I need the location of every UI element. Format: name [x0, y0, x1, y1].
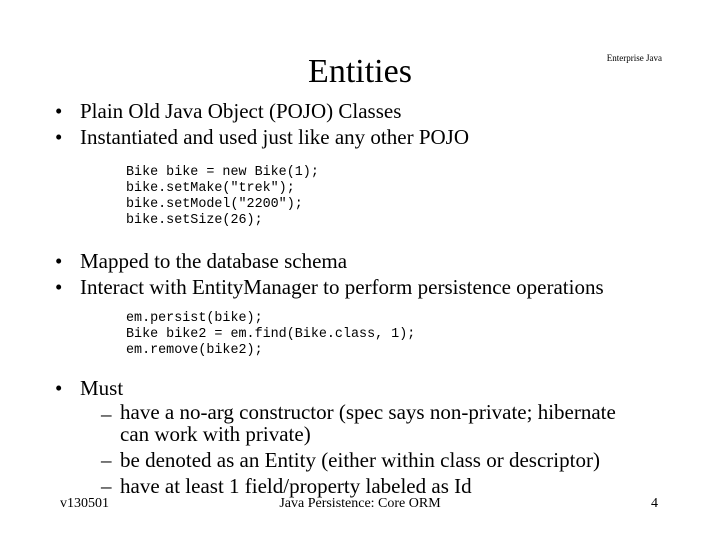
sub-text: have at least 1 field/property labeled as Id [120, 474, 472, 498]
sub-text: have a no-arg constructor (spec says non-private; hibernate can work with private) [120, 400, 616, 446]
bullet-dot: • [55, 275, 63, 299]
bullet-text: Mapped to the database schema [80, 249, 348, 273]
bullet-item [55, 248, 604, 274]
bullet-item [55, 375, 640, 499]
corner-label: Enterprise Java [606, 53, 662, 63]
footer-center: Java Persistence: Core ORM [279, 496, 441, 511]
code-line: bike.setSize(26); [126, 213, 263, 228]
dash-marker: – [101, 448, 112, 472]
bullet-list-c [55, 375, 640, 499]
sub-item [90, 447, 640, 473]
bullet-text: Instantiated and used just like any other POJO [80, 125, 470, 149]
code-line: Bike bike = new Bike(1); [126, 165, 319, 180]
bullet-text: Plain Old Java Object (POJO) Classes [80, 99, 402, 123]
slide-title: Entities [308, 53, 412, 90]
bullet-dot: • [55, 249, 63, 273]
code-line: em.remove(bike2); [126, 343, 263, 358]
bullet-dot: • [55, 99, 63, 123]
bullet-dot: • [55, 125, 63, 149]
footer-page-number: 4 [651, 496, 658, 511]
dash-marker: – [101, 474, 112, 498]
bullet-item [55, 98, 469, 124]
sub-list [80, 401, 640, 499]
bullet-text: Interact with EntityManager to perform persistence operations [80, 275, 604, 299]
code-line: bike.setModel("2200"); [126, 197, 303, 212]
bullet-item [55, 274, 604, 300]
code-line: bike.setMake("trek"); [126, 181, 295, 196]
sub-text: be denoted as an Entity (either within class or descriptor) [120, 448, 600, 472]
code-block-b [126, 311, 415, 359]
bullet-dot: • [55, 376, 63, 400]
code-block-a [126, 165, 319, 229]
bullet-list-a [55, 98, 469, 150]
dash-marker: – [101, 402, 112, 426]
code-line: Bike bike2 = em.find(Bike.class, 1); [126, 327, 416, 342]
bullet-list-b [55, 248, 604, 300]
footer-version: v130501 [60, 496, 109, 511]
bullet-item [55, 124, 469, 150]
bullet-text: Must [80, 376, 124, 400]
sub-item [90, 401, 640, 447]
code-line: em.persist(bike); [126, 311, 263, 326]
